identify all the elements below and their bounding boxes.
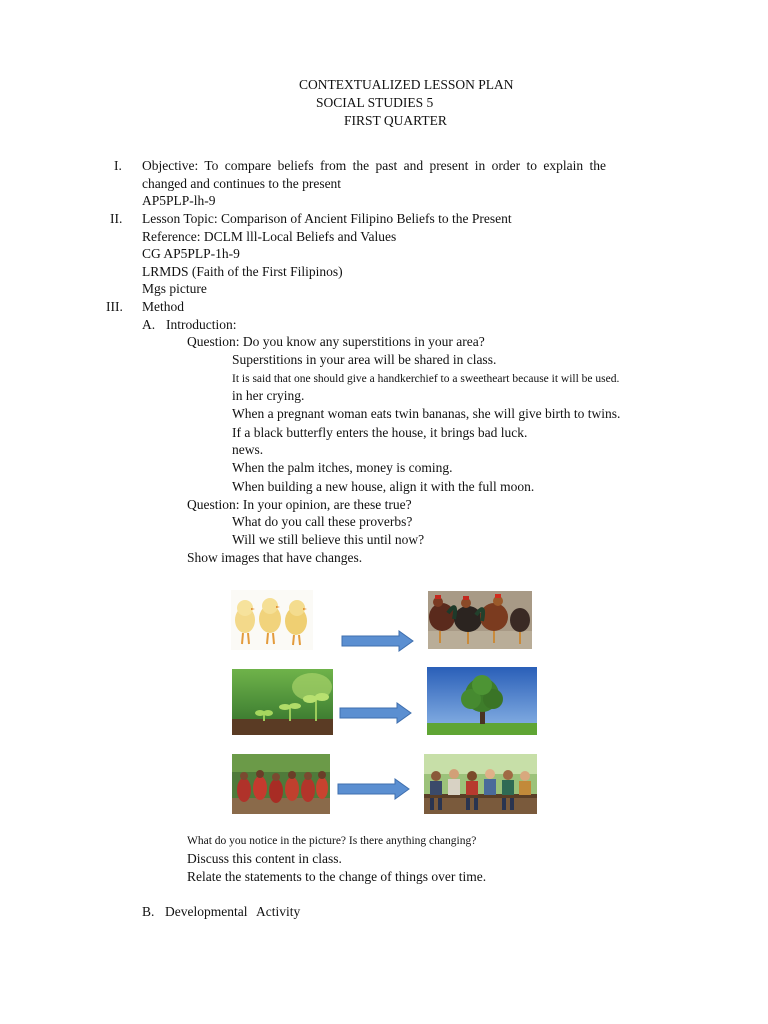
superstition-item: When building a new house, align it with the full moon. <box>232 479 535 494</box>
check-bullet-icon <box>210 425 219 437</box>
method-label: Method <box>142 299 184 314</box>
plan-title: CONTEXTUALIZED LESSON PLAN <box>299 77 514 92</box>
relate-instruction: Relate the statements to the change of things over time. <box>187 869 487 884</box>
right-arrow-icon <box>339 702 413 724</box>
section-numeral-objective: I. <box>114 158 122 173</box>
subject-title: SOCIAL STUDIES 5 <box>316 95 434 110</box>
objective-line-2: changed and continues to the present <box>142 176 342 191</box>
tribal-dancers-photo <box>232 754 330 814</box>
superstition-item: If a black butterfly enters the house, it brings bad luck. <box>232 425 528 440</box>
quarter-title: FIRST QUARTER <box>344 113 447 128</box>
reference: Reference: DCLM lll-Local Beliefs and Values <box>142 229 397 244</box>
notice-question: What do you notice in the picture? Is there anything changing? <box>187 835 477 847</box>
developmental-letter: B. <box>142 904 155 919</box>
right-arrow-icon <box>337 778 411 800</box>
superstition-continuation: in her crying. <box>232 388 305 403</box>
shared-note: Superstitions in your area will be shared in class. <box>232 352 497 367</box>
section-numeral-topic: II. <box>110 211 123 226</box>
question-1: Question: Do you know any superstitions in your area? <box>187 334 485 349</box>
chicks-photo <box>231 590 313 650</box>
discuss-instruction: Discuss this content in class. <box>187 851 342 866</box>
materials: Mgs picture <box>142 281 207 296</box>
superstition-continuation: news. <box>232 442 264 457</box>
intro-label: Introduction: <box>166 317 237 332</box>
young-people-photo <box>424 754 537 814</box>
question-2: Question: In your opinion, are these true? <box>187 497 412 512</box>
activity-label: Activity <box>256 904 301 919</box>
roosters-photo <box>428 591 532 649</box>
objective-code: AP5PLP-lh-9 <box>142 193 216 208</box>
section-numeral-method: III. <box>106 299 123 314</box>
right-arrow-icon <box>341 630 415 652</box>
superstition-item: When a pregnant woman eats twin bananas, she will give birth to twins. <box>232 406 621 421</box>
tree-photo <box>427 667 537 735</box>
superstition-item: When the palm itches, money is coming. <box>232 460 453 475</box>
check-bullet-icon <box>210 406 219 418</box>
sub-question-2: Will we still believe this until now? <box>232 532 425 547</box>
check-bullet-icon <box>210 460 219 472</box>
show-images-instruction: Show images that have changes. <box>187 550 363 565</box>
curriculum-guide-code: CG AP5PLP-1h-9 <box>142 246 240 261</box>
objective-line-1: Objective: To compare beliefs from the past and present in order to explain the <box>142 158 606 173</box>
sub-question-1: What do you call these proverbs? <box>232 514 413 529</box>
superstition-item: It is said that one should give a handkerchief to a sweetheart because it will be used. <box>232 373 620 385</box>
seedlings-photo <box>232 669 333 735</box>
check-bullet-icon <box>210 479 219 491</box>
check-bullet-icon <box>210 371 219 383</box>
developmental-label: Developmental <box>165 904 248 919</box>
lrmds-reference: LRMDS (Faith of the First Filipinos) <box>142 264 343 279</box>
intro-letter: A. <box>142 317 156 332</box>
lesson-topic: Lesson Topic: Comparison of Ancient Filipino Beliefs to the Present <box>142 211 512 226</box>
